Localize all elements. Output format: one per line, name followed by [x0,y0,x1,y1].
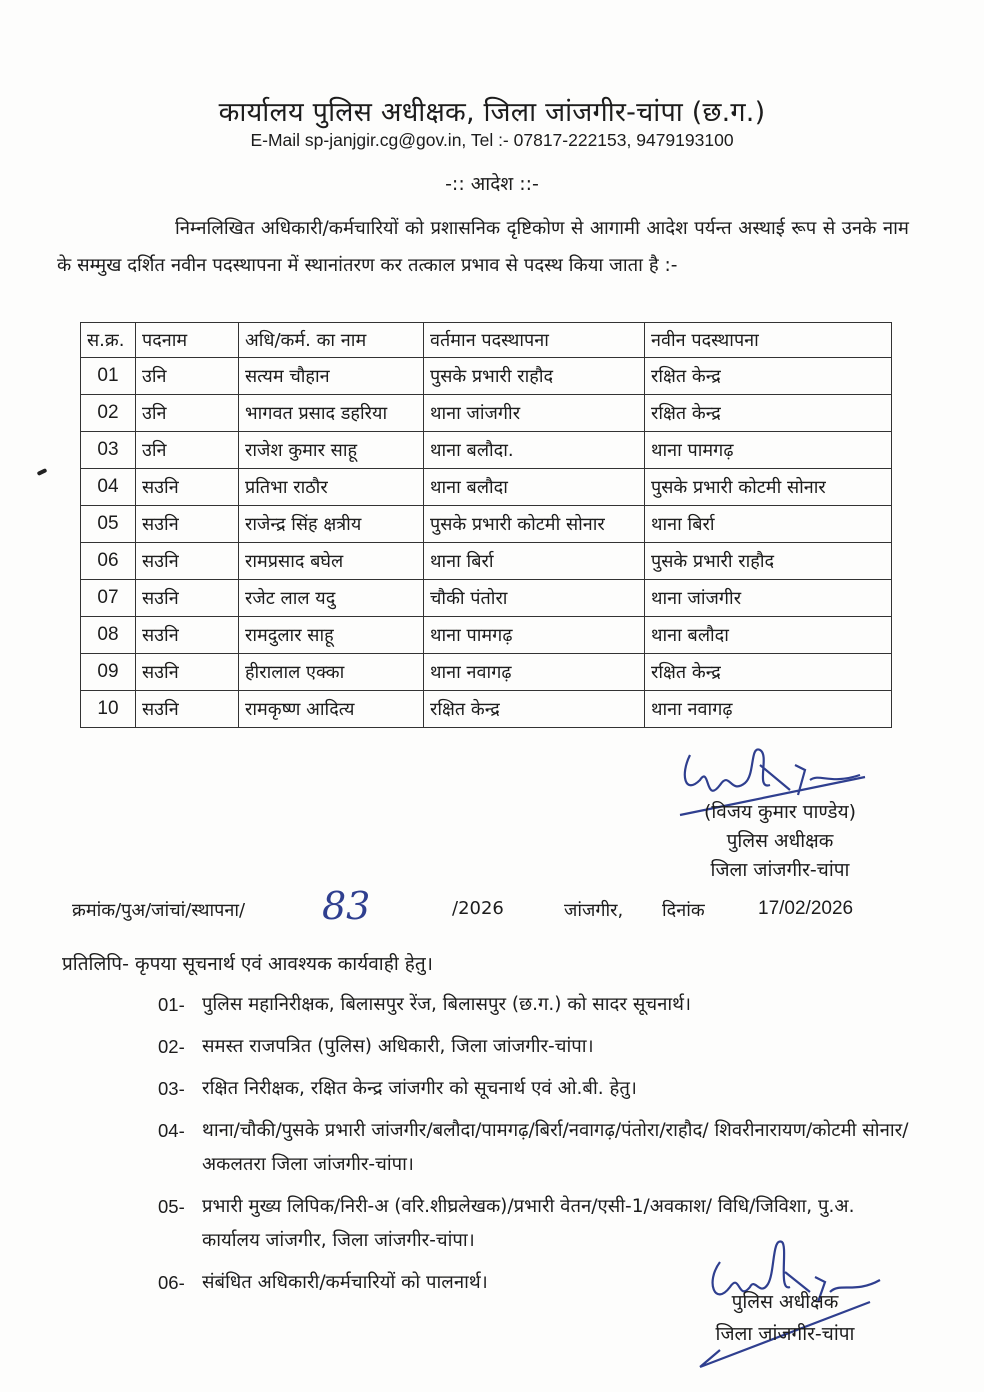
reference-line [72,884,912,928]
current-posting-cell: पुसके प्रभारी राहौद [424,358,645,395]
copy-item-text: संबंधित अधिकारी/कर्मचारियों को पालनार्थ। [202,1272,488,1293]
table-row [81,358,892,395]
copy-item-number: 02- [158,1036,185,1057]
rank-cell: सउनि [136,506,239,543]
table-row [81,617,892,654]
new-posting-cell: थाना बिर्रा [645,506,892,543]
order-date: 17/02/2026 [758,898,854,919]
table-row [81,580,892,617]
current-posting-cell: थाना बलौदा [424,469,645,506]
table-row [81,469,892,506]
rank-cell: सउनि [136,654,239,691]
table-row [81,506,892,543]
signatory-district: जिला जांजगीर-चांपा [710,859,850,881]
current-posting-cell: थाना नवागढ़ [424,654,645,691]
new-posting-cell: रक्षित केन्द्र [645,395,892,432]
table-row [81,543,892,580]
reference-prefix: क्रमांक/पुअ/जांचां/स्थापना/ [72,900,246,921]
table-row [81,432,892,469]
serial-cell: 04 [81,469,136,506]
reference-place: जांजगीर, [564,900,624,921]
name-cell: राजेश कुमार साहू [239,432,424,469]
order-heading: -:: आदेश ::- [445,173,539,195]
new-posting-cell: पुसके प्रभारी कोटमी सोनार [645,469,892,506]
reference-year: /2026 [452,898,504,919]
serial-cell: 01 [81,358,136,395]
rank-cell: सउनि [136,617,239,654]
transfer-table [80,322,892,728]
serial-cell: 05 [81,506,136,543]
serial-cell: 02 [81,395,136,432]
header-name: अधि/कर्म. का नाम [239,323,424,358]
table-row [81,395,892,432]
new-posting-cell: पुसके प्रभारी राहौद [645,543,892,580]
rank-cell: सउनि [136,543,239,580]
footer-district: जिला जांजगीर-चांपा [715,1323,855,1345]
table-row [81,691,892,728]
table-row [81,654,892,691]
office-title: कार्यालय पुलिस अधीक्षक, जिला जांजगीर-चांपा (छ.ग.) [218,97,766,128]
copy-item-text: प्रभारी मुख्य लिपिक/निरी-अ (वरि.शीघ्रलेखक)/प्रभारी वेतन/एसी-1/अवकाश/ विधि/जिविशा, पु.अ. कार्यालय जांजगीर, जिला जांजगीर-चांपा। [202,1196,855,1251]
copy-item-text: समस्त राजपत्रित (पुलिस) अधिकारी, जिला जांजगीर-चांपा। [202,1036,594,1057]
current-posting-cell: थाना पामगढ़ [424,617,645,654]
name-cell: रामकृष्ण आदित्य [239,691,424,728]
rank-cell: उनि [136,432,239,469]
rank-cell: सउनि [136,469,239,506]
current-posting-cell: रक्षित केन्द्र [424,691,645,728]
header-rank: पदनाम [136,323,239,358]
serial-cell: 06 [81,543,136,580]
copy-item-number: 01- [158,994,185,1015]
current-posting-cell: थाना बिर्रा [424,543,645,580]
rank-cell: सउनि [136,580,239,617]
current-posting-cell: थाना बलौदा. [424,432,645,469]
signatory-designation: पुलिस अधीक्षक [726,830,834,852]
new-posting-cell: थाना बलौदा [645,617,892,654]
copy-list-item [158,1030,918,1064]
serial-cell: 03 [81,432,136,469]
footer-signatory [640,1286,930,1350]
signatory-block [620,798,940,885]
new-posting-cell: रक्षित केन्द्र [645,654,892,691]
reference-number: 83 [322,884,371,928]
name-cell: राजेन्द्र सिंह क्षत्रीय [239,506,424,543]
new-posting-cell: थाना नवागढ़ [645,691,892,728]
date-label: दिनांक [662,900,705,921]
name-cell: भागवत प्रसाद डहरिया [239,395,424,432]
copy-item-number: 05- [158,1196,185,1217]
name-cell: सत्यम चौहान [239,358,424,395]
name-cell: रजेट लाल यदु [239,580,424,617]
new-posting-cell: रक्षित केन्द्र [645,358,892,395]
rank-cell: उनि [136,395,239,432]
copy-item-text: थाना/चौकी/पुसके प्रभारी जांजगीर/बलौदा/पामगढ़/बिर्रा/नवागढ़/पंतोरा/राहौद/ शिवरीनारायण/कोटमी सोनार/अकलतरा जिला जांजगीर-चांपा। [202,1120,909,1175]
table-header-row [81,323,892,358]
copy-item-number: 03- [158,1078,185,1099]
copy-item-number: 04- [158,1120,185,1141]
rank-cell: सउनि [136,691,239,728]
stray-ink-mark [37,468,48,476]
name-cell: हीरालाल एक्का [239,654,424,691]
copy-item-text: पुलिस महानिरीक्षक, बिलासपुर रेंज, बिलासपुर (छ.ग.) को सादर सूचनार्थ। [202,994,691,1015]
footer-designation: पुलिस अधीक्षक [731,1291,839,1313]
name-cell: रामदुलार साहू [239,617,424,654]
copy-list-item [158,1072,918,1106]
signatory-name: (विजय कुमार पाण्डेय) [703,801,857,823]
current-posting-cell: चौकी पंतोरा [424,580,645,617]
copy-item-text: रक्षित निरीक्षक, रक्षित केन्द्र जांजगीर को सूचनार्थ एवं ओ.बी. हेतु। [202,1078,637,1099]
header-current-posting: वर्तमान पदस्थापना [424,323,645,358]
header-serial: स.क्र. [81,323,136,358]
serial-cell: 10 [81,691,136,728]
contact-line: E-Mail sp-janjgir.cg@gov.in, Tel :- 07817-222153, 9479193100 [250,130,734,150]
copy-list-item [158,1114,918,1182]
name-cell: रामप्रसाद बघेल [239,543,424,580]
serial-cell: 09 [81,654,136,691]
rank-cell: उनि [136,358,239,395]
current-posting-cell: पुसके प्रभारी कोटमी सोनार [424,506,645,543]
new-posting-cell: थाना जांजगीर [645,580,892,617]
serial-cell: 08 [81,617,136,654]
copy-list-item [158,988,918,1022]
name-cell: प्रतिभा राठौर [239,469,424,506]
new-posting-cell: थाना पामगढ़ [645,432,892,469]
serial-cell: 07 [81,580,136,617]
copy-heading: प्रतिलिपि- कृपया सूचनार्थ एवं आवश्यक कार्यवाही हेतु। [62,953,433,975]
intro-paragraph [57,210,909,284]
header-new-posting: नवीन पदस्थापना [645,323,892,358]
current-posting-cell: थाना जांजगीर [424,395,645,432]
copy-item-number: 06- [158,1272,185,1293]
intro-text: निम्नलिखित अधिकारी/कर्मचारियों को प्रशासनिक दृष्टिकोण से आगामी आदेश पर्यन्त अस्थाई रूप से उनके नाम के सम्मुख दर्शित नवीन पदस्थापना में स्थानांतरण कर तत्काल प्रभाव से पदस्थ किया जाता है :- [57,218,909,276]
